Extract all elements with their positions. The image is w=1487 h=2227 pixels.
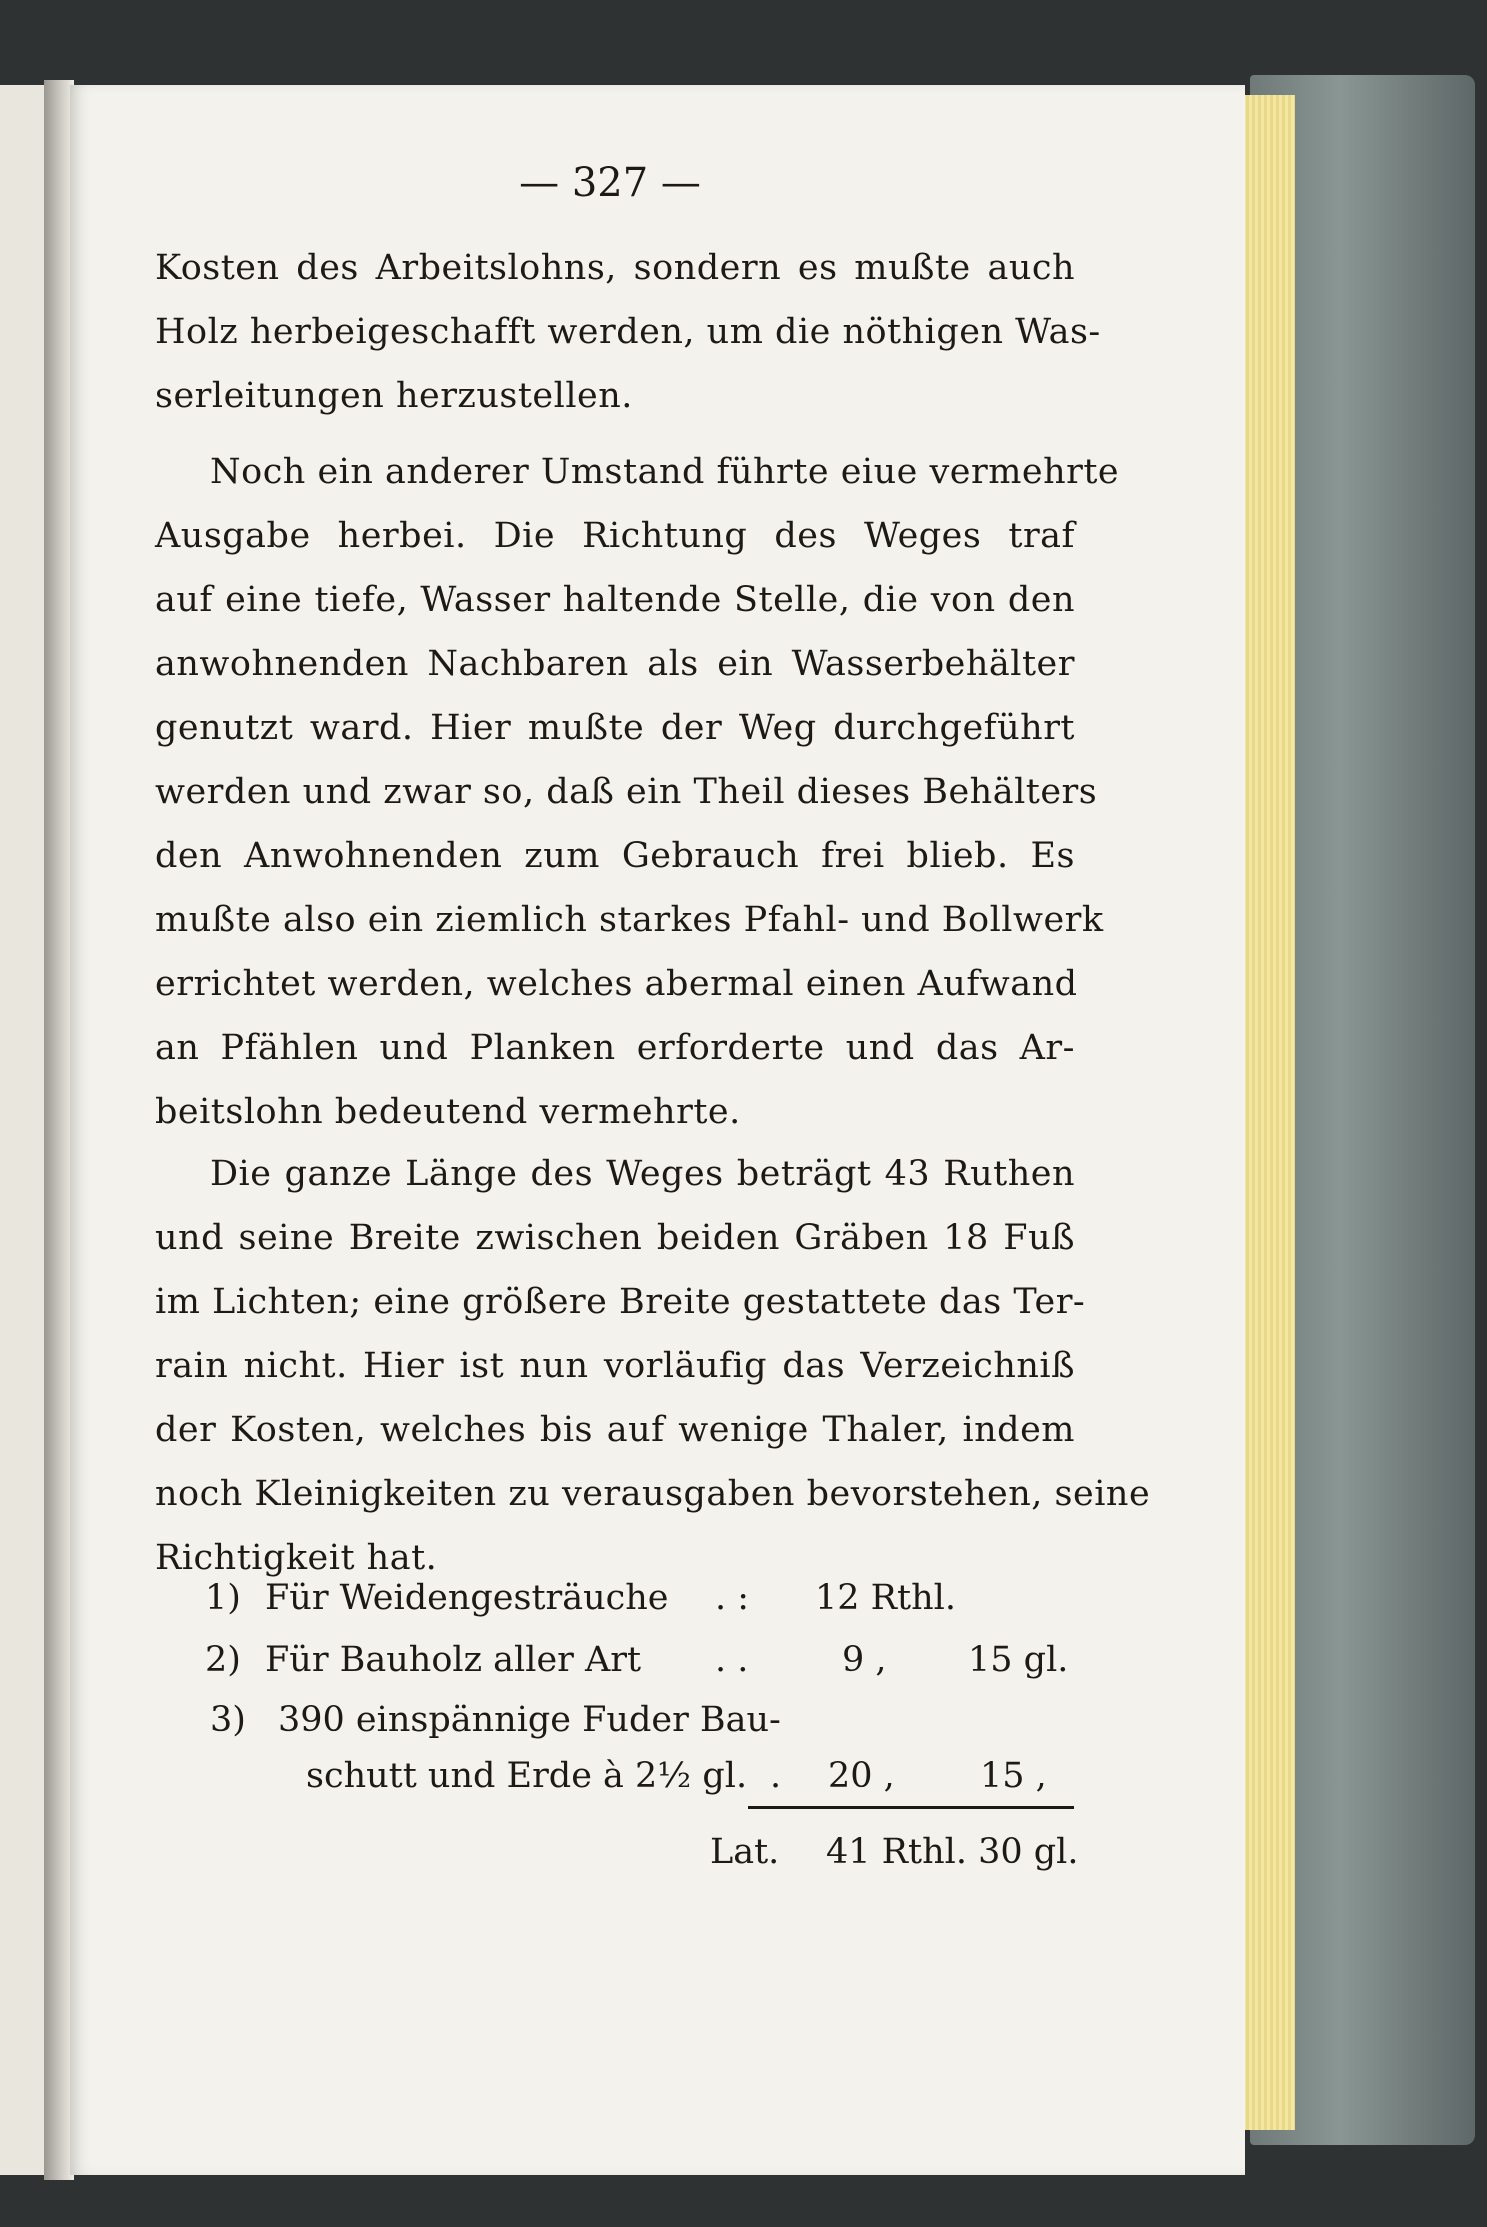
text-line: errichtet werden, welches abermal einen Aufwand	[155, 964, 1078, 1004]
page-edges	[1240, 95, 1295, 2130]
item-dots: . .	[715, 1640, 749, 1680]
text-line: mußte also ein ziemlich starkes Pfahl- und Bollwerk	[155, 900, 1104, 940]
text-line: Noch ein anderer Umstand führte eiue vermehrte	[210, 452, 1120, 492]
left-page-edge	[0, 85, 50, 2175]
item-dots: .	[770, 1756, 782, 1796]
text-line: rain nicht. Hier ist nun vorläufig das Verzeichniß	[155, 1346, 1075, 1386]
total-value: 41 Rthl. 30 gl.	[826, 1832, 1079, 1872]
item-rthl: 9 ,	[842, 1640, 887, 1680]
text-line: Richtigkeit hat.	[155, 1538, 438, 1578]
text-line: und seine Breite zwischen beiden Gräben 18 Fuß	[155, 1218, 1075, 1258]
item-description: 390 einspännige Fuder Bau-	[278, 1700, 781, 1740]
item-gl: 15 gl.	[968, 1640, 1069, 1680]
page-number: — 327 —	[519, 160, 701, 206]
text-line: Die ganze Länge des Weges beträgt 43 Ruthen	[210, 1154, 1075, 1194]
text-line: im Lichten; eine größere Breite gestattete das Ter-	[155, 1282, 1086, 1322]
item-number: 2)	[205, 1640, 241, 1680]
item-gl: 15 ,	[980, 1756, 1047, 1796]
item-rthl: 12 Rthl.	[815, 1578, 956, 1618]
total-label: Lat.	[710, 1832, 780, 1872]
text-line: anwohnenden Nachbaren als ein Wasserbehälter	[155, 644, 1075, 684]
text-line: werden und zwar so, daß ein Theil dieses Behälters	[155, 772, 1098, 812]
text-line: den Anwohnenden zum Gebrauch frei blieb. Es	[155, 836, 1075, 876]
item-number: 3)	[210, 1700, 246, 1740]
text-line: der Kosten, welches bis auf wenige Thaler, indem	[155, 1410, 1075, 1450]
item-rthl: 20 ,	[828, 1756, 895, 1796]
text-line: Ausgabe herbei. Die Richtung des Weges traf	[155, 516, 1075, 556]
text-line: Holz herbeigeschafft werden, um die nöthigen Was-	[155, 312, 1101, 352]
item-description: Für Weidengesträuche	[265, 1578, 669, 1618]
text-line: beitslohn bedeutend vermehrte.	[155, 1092, 741, 1132]
text-line: auf eine tiefe, Wasser haltende Stelle, die von den	[155, 580, 1075, 620]
text-line: noch Kleinigkeiten zu verausgaben bevorstehen, seine	[155, 1474, 1151, 1514]
item-number: 1)	[205, 1578, 241, 1618]
text-line: an Pfählen und Planken erforderte und das Ar-	[155, 1028, 1075, 1068]
text-line: genutzt ward. Hier mußte der Weg durchgeführt	[155, 708, 1075, 748]
item-description: Für Bauholz aller Art	[265, 1640, 642, 1680]
text-line: serleitungen herzustellen.	[155, 376, 633, 416]
sum-rule	[748, 1806, 1074, 1809]
item-description: schutt und Erde à 2½ gl.	[306, 1756, 748, 1796]
item-dots: . :	[715, 1578, 750, 1618]
text-line: Kosten des Arbeitslohns, sondern es mußte auch	[155, 248, 1075, 288]
